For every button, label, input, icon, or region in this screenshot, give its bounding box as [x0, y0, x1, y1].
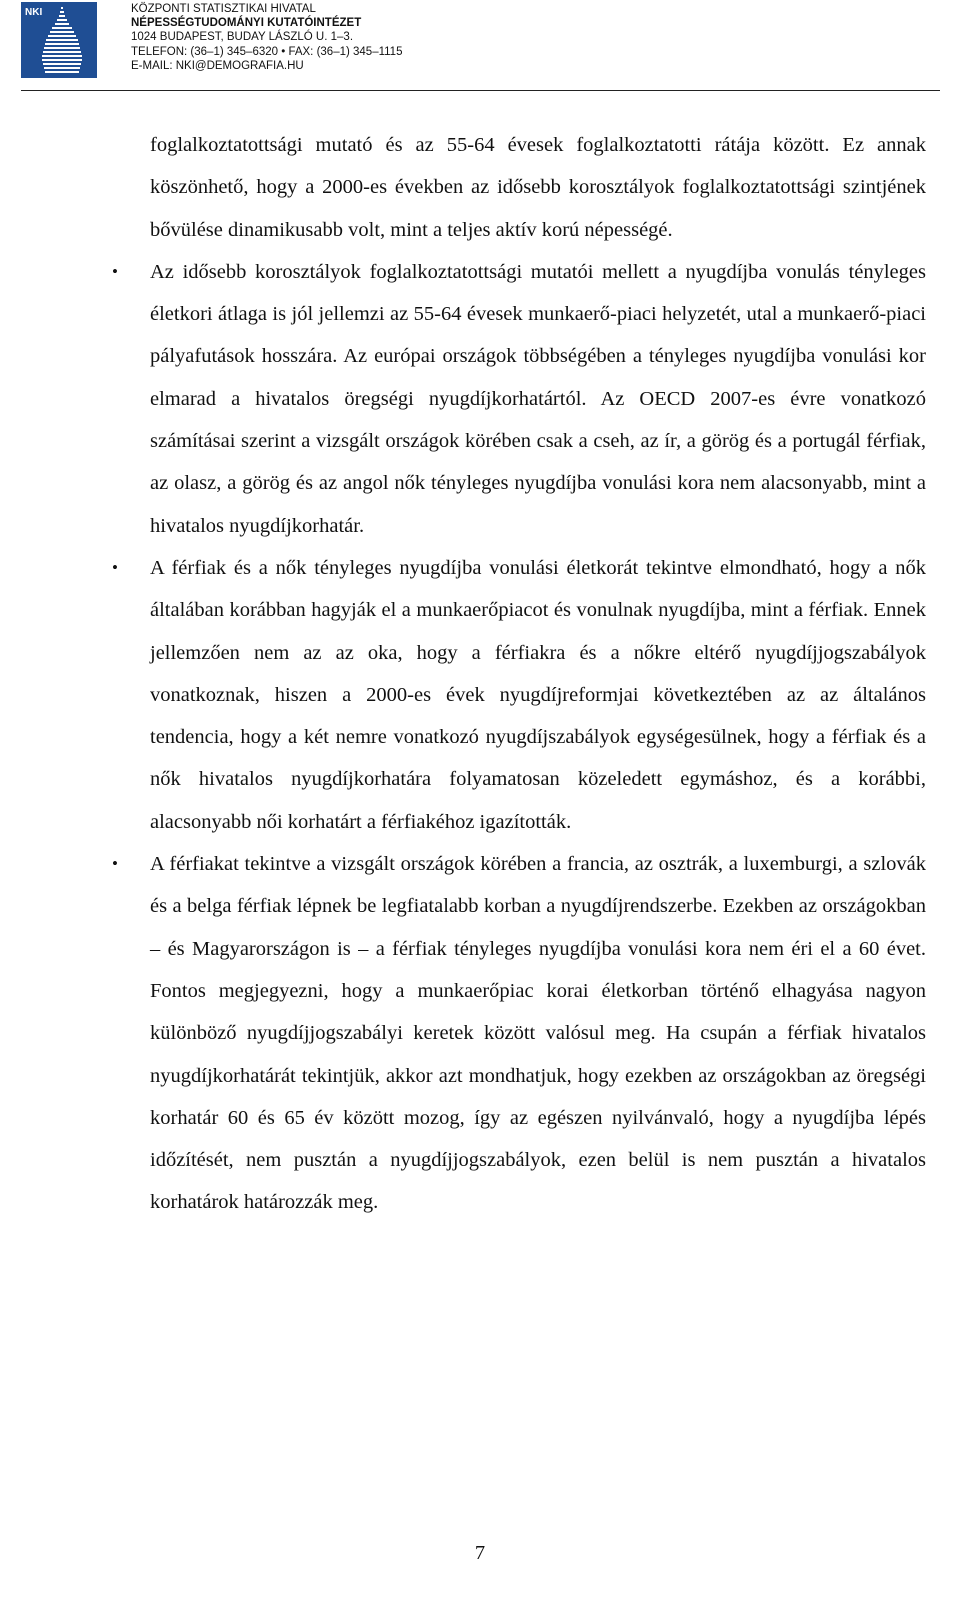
intro-paragraph: foglalkoztatottsági mutató és az 55-64 évesek foglalkoztatotti rátája között. Ez annak köszönhető, hogy a 2000-es években az idősebb korosztályok foglalkoztatottsági szintjének bővülése dinamikusabb volt, mint a teljes aktív korú népességé. — [150, 134, 926, 241]
bullet-paragraph-3 — [112, 843, 926, 1224]
org-line-1: KÖZPONTI STATISZTIKAI HIVATAL — [131, 3, 316, 15]
page-number: 7 — [474, 1542, 486, 1564]
bullet-icon: • — [112, 854, 118, 874]
bullet-text-2: A férfiak és a nők tényleges nyugdíjba vonulási életkorát tekintve elmondható, hogy a nők általában korábban hagyják el a munkaerőpiacot és vonulnak nyugdíjba, mint a férfiak. Ennek jellemzően nem az az oka, hogy a férfiakra és a nőkre eltérő nyugdíjjogszabályok vonatkoznak, hiszen a 2000-es évek nyugdíjreformjai következtében az az általános tendencia, hogy a két nemre vonatkozó nyugdíjszabályok egységesülnek, hogy a férfiak és a nők hivatalos nyugdíjkorhatára folyamatosan közeledett egymáshoz, és a korábbi, alacsonyabb női korhatárt a férfiakéhoz igazították. — [150, 556, 926, 833]
org-line-email: E-MAIL: NKI@DEMOGRAFIA.HU — [131, 59, 304, 72]
org-line-2: NÉPESSÉGTUDOMÁNYI KUTATÓINTÉZET — [131, 17, 362, 30]
document-body — [112, 124, 926, 1224]
bullet-text-3: A férfiakat tekintve a vizsgált országok körében a francia, az osztrák, a luxemburgi, a szlovák és a belga férfiak lépnek be legfiatalabb korban a nyugdíjrendszerbe. Ezekben az országokban – és Magyarországon is – a férfiak tényleges nyugdíjba vonulási kora nem éri el a 60 évet. Fontos megjegyezni, hogy a munkaerőpiac korai életkorban történő elhagyása nagyon különböző nyugdíjjogszabályi keretek között valósul meg. Ha csupán a férfiak hivatalos nyugdíjkorhatárát tekintjük, akkor azt mondhatjuk, hogy ezekben az országokban az öregségi korhatár 60 és 65 év között mozog, így az egészen nyilvánvaló, hogy a nyugdíjba lépés időzítését, nem pusztán a nyugdíjjogszabályok, ezen belül is nem pusztán a hivatalos korhatárok határozzák meg. — [150, 853, 926, 1214]
header-divider — [21, 90, 940, 91]
logo-text: NKI — [25, 7, 43, 18]
bullet-text-1: Az idősebb korosztályok foglalkoztatottsági mutatói mellett a nyugdíjba vonulás tényleges életkori átlaga is jól jellemzi az 55-64 évesek munkaerő-piaci helyzetét, utal a munkaerő-piaci pályafutások hosszára. Az európai országok többségében a tényleges nyugdíjba vonulási kor elmarad a hivatalos öregségi nyugdíjkorhatártól. Az OECD 2007-es évre vonatkozó számításai szerint a vizsgált országok körében csak a cseh, az ír, a görög és a portugál férfiak, az olasz, a görög és az angol nők tényleges nyugdíjba vonulási kora nem alacsonyabb, mint a hivatalos nyugdíjkorhatár. — [150, 260, 926, 537]
letterhead — [21, 2, 941, 94]
bullet-icon: • — [112, 557, 118, 577]
org-line-address: 1024 BUDAPEST, BUDAY LÁSZLÓ U. 1–3. — [131, 31, 354, 44]
org-line-phone-fax: TELEFON: (36–1) 345–6320 • FAX: (36–1) 345–1115 — [131, 45, 403, 58]
bullet-paragraph-1 — [112, 251, 926, 547]
bullet-icon: • — [112, 261, 118, 281]
institute-contact-block — [131, 2, 402, 73]
bullet-paragraph-2 — [112, 547, 926, 843]
institute-logo — [21, 2, 97, 78]
